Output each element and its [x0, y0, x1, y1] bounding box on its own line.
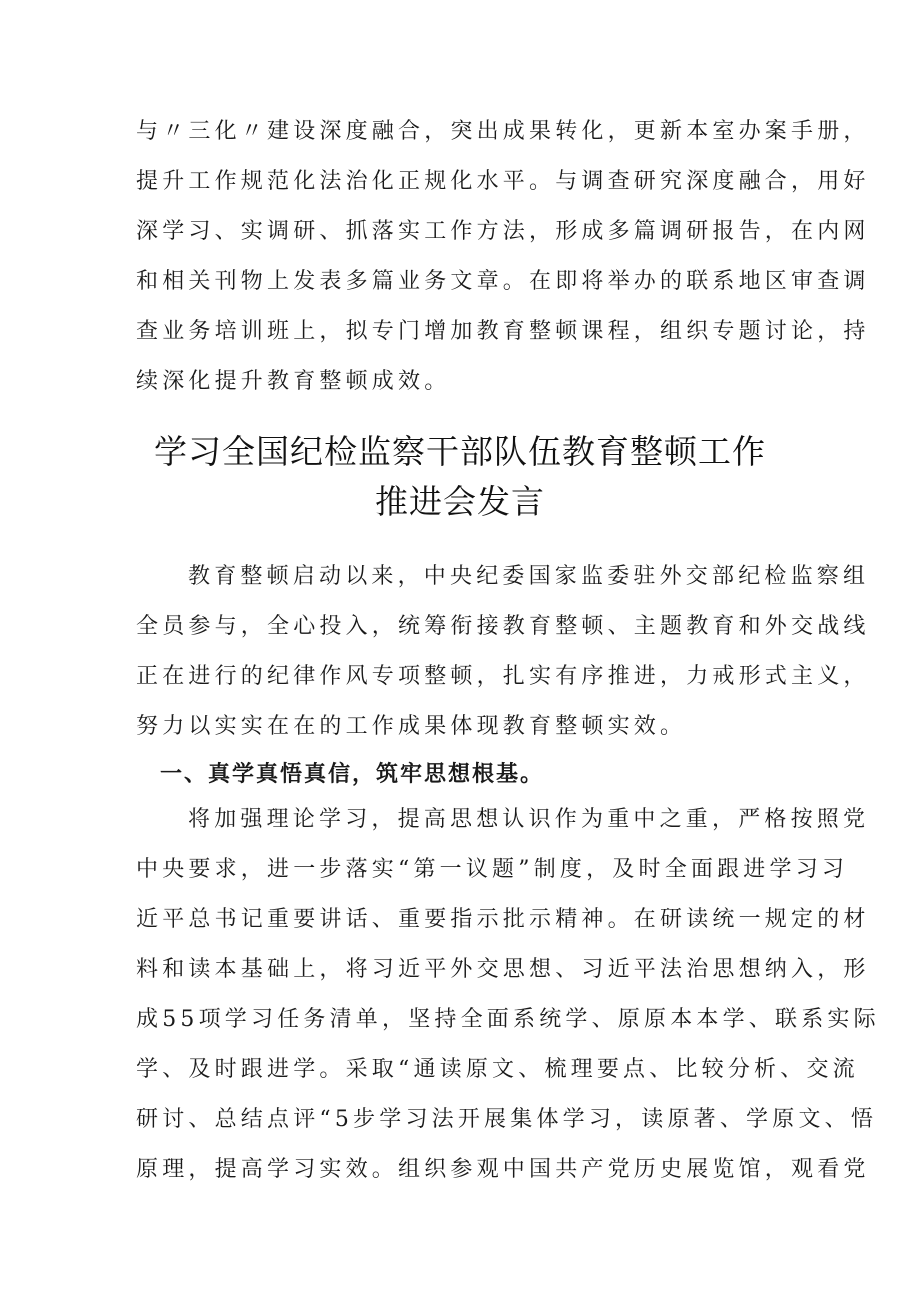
text-line: 原理，提高学习实效。组织参观中国共产党历史展览馆，观看党 [136, 1157, 870, 1182]
text-line: 和相关刊物上发表多篇业务文章。在即将举办的联系地区审查调 [136, 269, 870, 294]
title-line: 推进会发言 [375, 482, 545, 521]
text-line: 查业务培训班上，拟专门增加教育整顿课程，组织专题讨论，持 [136, 319, 870, 344]
text-line: 成55项学习任务清单，坚持全面系统学、原原本本学、联系实际 [136, 1007, 880, 1032]
text-line: 中央要求，进一步落实“第一议题”制度，及时全面跟进学习习 [136, 857, 849, 882]
text-line: 提升工作规范化法治化正规化水平。与调查研究深度融合，用好 [136, 169, 870, 194]
text-line: 料和读本基础上，将习近平外交思想、习近平法治思想纳入，形 [136, 957, 870, 982]
text-line: 深学习、实调研、抓落实工作方法，形成多篇调研报告，在内网 [136, 219, 870, 244]
section-heading: 一、真学真悟真信，筑牢思想根基。 [160, 762, 545, 787]
text-line: 将加强理论学习，提高思想认识作为重中之重，严格按照党 [188, 807, 870, 832]
text-line: 全员参与，全心投入，统筹衔接教育整顿、主题教育和外交战线 [136, 614, 870, 639]
text-line: 正在进行的纪律作风专项整顿，扎实有序推进，力戒形式主义， [136, 664, 870, 689]
title-line: 学习全国纪检监察干部队伍教育整顿工作 [154, 432, 766, 471]
text-line: 努力以实实在在的工作成果体现教育整顿实效。 [136, 714, 687, 739]
text-line: 近平总书记重要讲话、重要指示批示精神。在研读统一规定的材 [136, 907, 870, 932]
text-line: 研讨、总结点评“5步学习法开展集体学习，读原著、学原文、悟 [136, 1107, 878, 1132]
text-line: 教育整顿启动以来，中央纪委国家监委驻外交部纪检监察组 [188, 564, 870, 589]
text-line: 学、及时跟进学。采取“通读原文、梳理要点、比较分析、交流 [136, 1057, 859, 1082]
text-line: 与〃三化〃建设深度融合，突出成果转化，更新本室办案手册， [136, 119, 870, 144]
text-line: 续深化提升教育整顿成效。 [136, 369, 451, 394]
